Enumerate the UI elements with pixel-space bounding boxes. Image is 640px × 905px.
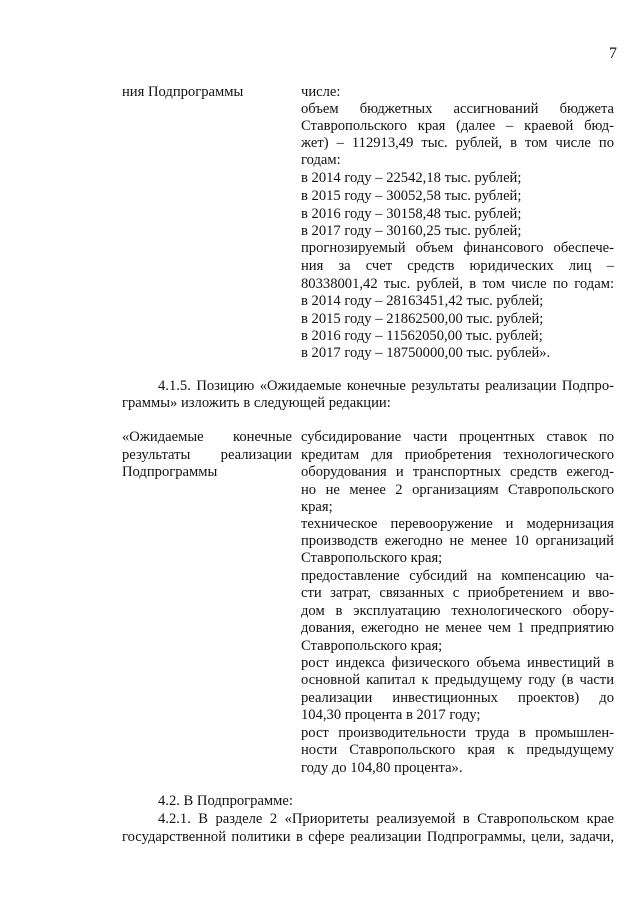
- table-right-line: году до 104,80 процента».: [301, 760, 463, 776]
- table-right-line: реализации инвестиционных проектов) до: [301, 690, 614, 706]
- table-right-line: основной капитал к предыдущему году (в части: [301, 672, 614, 688]
- paragraph-line: 4.2.1. В разделе 2 «Приоритеты реализуемой в Ставропольском крае: [158, 811, 614, 827]
- table-right-line: рост индекса физического объема инвестиций в: [301, 655, 614, 671]
- table-right-line: годам:: [301, 152, 341, 168]
- table-right-line: 80338001,42 тыс. рублей, в том числе по годам:: [301, 276, 614, 292]
- table-right-line: предоставление субсидий на компенсацию ча-: [301, 568, 614, 584]
- table-right-line: но не менее 2 организациям Ставропольского: [301, 482, 614, 498]
- table-right-line: числе:: [301, 84, 341, 100]
- table-right-line: ности Ставропольского края к предыдущему: [301, 742, 614, 758]
- table-right-line: в 2014 году – 28163451,42 тыс. рублей;: [301, 293, 544, 309]
- table-right-line: в 2015 году – 21862500,00 тыс. рублей;: [301, 311, 544, 327]
- table-right-line: в 2015 году – 30052,58 тыс. рублей;: [301, 188, 522, 204]
- table-right-line: прогнозируемый объем финансового обеспече-: [301, 240, 614, 256]
- table-right-line: ния за счет средств юридических лиц –: [301, 258, 614, 274]
- table-right-line: объем бюджетных ассигнований бюджета: [301, 101, 614, 117]
- table-right-line: жет) – 112913,49 тыс. рублей, в том числе по: [301, 135, 614, 151]
- table-right-line: производств ежегодно не менее 10 организаций: [301, 533, 614, 549]
- table-left-label: результаты реализации: [122, 447, 292, 463]
- table-left-label: «Ожидаемые конечные: [122, 429, 292, 445]
- table-right-line: Ставропольского края;: [301, 550, 443, 566]
- table-right-line: в 2014 году – 22542,18 тыс. рублей;: [301, 170, 522, 186]
- table-right-line: техническое перевооружение и модернизация: [301, 516, 614, 532]
- table-right-line: в 2017 году – 30160,25 тыс. рублей;: [301, 223, 522, 239]
- table-right-line: субсидирование части процентных ставок по: [301, 429, 614, 445]
- table-right-line: кредитам для приобретения технологического: [301, 447, 614, 463]
- paragraph-line: граммы» изложить в следующей редакции:: [122, 395, 391, 411]
- table-right-line: в 2016 году – 11562050,00 тыс. рублей;: [301, 328, 543, 344]
- table-left-label: ния Подпрограммы: [122, 84, 244, 100]
- table-right-line: рост производительности труда в промышлен-: [301, 725, 614, 741]
- table-right-line: 104,30 процента в 2017 году;: [301, 707, 481, 723]
- paragraph-line: государственной политики в сфере реализации Подпрограммы, цели, задачи,: [122, 829, 614, 845]
- paragraph-line: 4.1.5. Позицию «Ожидаемые конечные результаты реализации Подпро-: [158, 378, 614, 394]
- table-right-line: Ставропольского края (далее – краевой бюд-: [301, 118, 614, 134]
- table-right-line: дом в эксплуатацию технологического обору-: [301, 603, 614, 619]
- table-right-line: края;: [301, 499, 333, 515]
- table-right-line: оборудования и транспортных средств ежегод-: [301, 464, 614, 480]
- table-right-line: дования, ежегодно не менее чем 1 предприятию: [301, 620, 614, 636]
- table-right-line: сти затрат, связанных с приобретением и вво-: [301, 585, 614, 601]
- table-right-line: в 2016 году – 30158,48 тыс. рублей;: [301, 206, 522, 222]
- page-number: 7: [609, 45, 617, 62]
- table-right-line: Ставропольского края;: [301, 638, 443, 654]
- table-left-label: Подпрограммы: [122, 464, 218, 480]
- table-right-line: в 2017 году – 18750000,00 тыс. рублей».: [301, 345, 551, 361]
- paragraph-line: 4.2. В Подпрограмме:: [158, 793, 293, 809]
